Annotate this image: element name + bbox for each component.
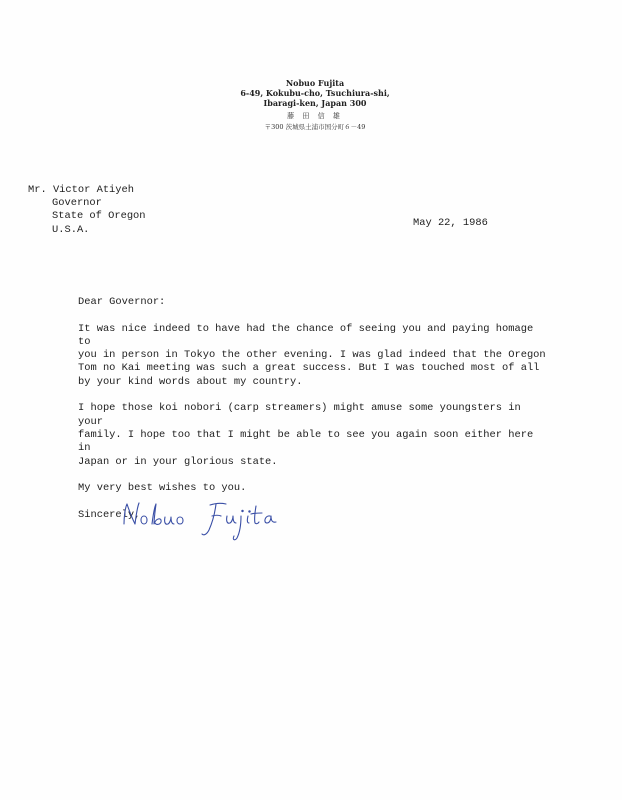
recipient-title: Governor xyxy=(52,197,102,210)
letterhead-name: Nobuo Fujita xyxy=(285,78,345,88)
recipient-state: State of Oregon xyxy=(52,210,146,223)
body-paragraph: I hope those koi nobori (carp streamers) might amuse some youngsters in your family. I hope too that I might be able to see you again soon either here in Japan or in your glorious state. xyxy=(78,402,534,468)
handwritten-signature xyxy=(118,494,318,544)
letterhead xyxy=(200,78,430,132)
signature-drawing xyxy=(118,494,318,544)
recipient-block xyxy=(28,184,146,237)
letterhead-address-line1: 6-49, Kokubu-cho, Tsuchiura-shi, xyxy=(240,88,390,98)
closing: Sincerely, xyxy=(78,508,141,521)
recipient-country: U.S.A. xyxy=(52,223,90,236)
recipient-name: Mr. Victor Atiyeh xyxy=(28,184,135,196)
body-paragraph: It was nice indeed to have had the chance of seeing you and paying homage to you in person in Tokyo the other evening. I was glad indeed that the Oregon Tom no Kai meeting was such a great success. But I was touched most of all by your kind words about my country. xyxy=(78,322,546,388)
letter-date: May 22, 1986 xyxy=(413,217,488,229)
letterhead-address-japanese: 〒300 茨城県土浦市国分町６－49 xyxy=(264,123,366,131)
salutation: Dear Governor: xyxy=(78,296,166,308)
body-paragraph: My very best wishes to you. xyxy=(78,482,247,495)
letterhead-address-line2: Ibaragi-ken, Japan 300 xyxy=(263,98,367,108)
letterhead-name-japanese: 藤 田 信 雄 xyxy=(287,112,343,120)
